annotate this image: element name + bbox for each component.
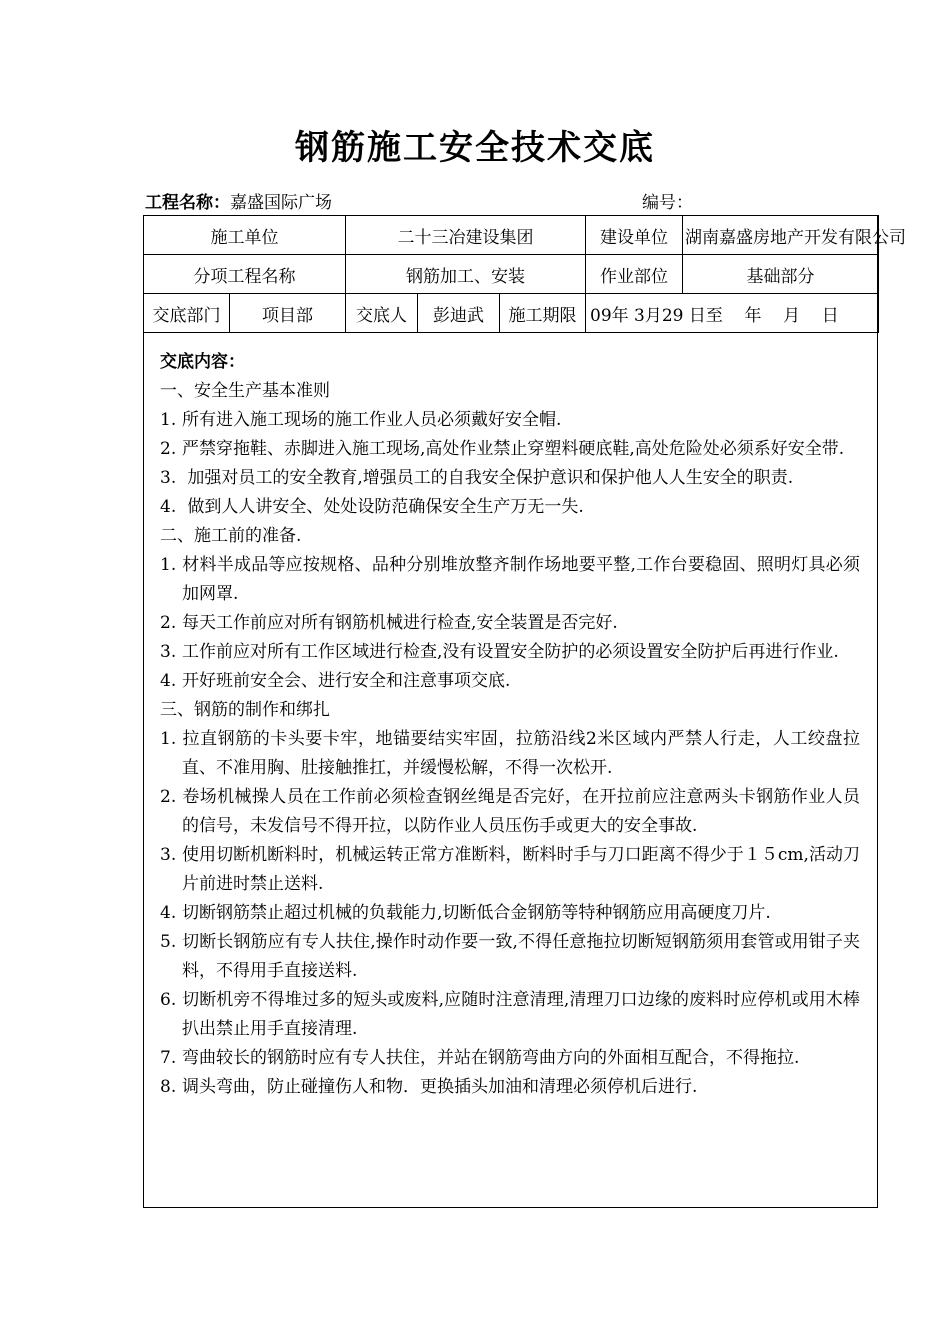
- item-text: 严禁穿拖鞋、赤脚进入施工现场,高处作业禁止穿塑料硬底鞋,高处危险处必须系好安全带.: [182, 439, 845, 459]
- info-row-briefing: [144, 294, 879, 333]
- item-number: 4.: [160, 671, 177, 691]
- list-item: [160, 986, 860, 1044]
- item-number: 4.: [160, 497, 177, 517]
- construction-unit-label: 施工单位: [144, 216, 346, 255]
- section-title: 三、钢筋的制作和绑扎: [160, 700, 330, 720]
- item-text: 切断机旁不得堆过多的短头或废料,应随时注意清理,清理刀口边缘的废料时应停机或用木棒扒出禁止用手直接清理.: [182, 990, 860, 1039]
- item-number: 8.: [160, 1077, 177, 1097]
- item-text: 工作前应对所有工作区域进行检查,没有设置安全防护的必须设置安全防护后再进行作业.: [182, 642, 839, 662]
- content-heading: 交底内容：: [160, 352, 245, 372]
- item-number: 2.: [160, 439, 177, 459]
- project-name-value: 嘉盛国际广场: [230, 193, 332, 213]
- item-number: 1.: [160, 410, 177, 430]
- list-item: [160, 1073, 860, 1102]
- item-text: 每天工作前应对所有钢筋机械进行检查,安全装置是否完好.: [182, 613, 618, 633]
- section-title: 二、施工前的准备.: [160, 526, 302, 546]
- builder-label: 建设单位: [586, 216, 683, 255]
- list-item: [160, 551, 860, 609]
- list-item: [160, 435, 860, 464]
- list-item: [160, 725, 860, 783]
- period-label: 施工期限: [500, 294, 586, 333]
- list-item: [160, 841, 860, 899]
- item-text: 拉直钢筋的卡头要卡牢，地锚要结实牢固，拉筋沿线2米区域内严禁人行走，人工绞盘拉直、不准用胸、肚接触推扛，并缓慢松解，不得一次松开.: [182, 729, 860, 778]
- item-number: 5.: [160, 932, 177, 952]
- work-area-label: 作业部位: [586, 255, 683, 294]
- item-number: 1.: [160, 729, 177, 749]
- list-item: [160, 406, 860, 435]
- item-text: 弯曲较长的钢筋时应有专人扶住，并站在钢筋弯曲方向的外面相互配合，不得拖拉.: [182, 1048, 800, 1068]
- list-item: [160, 928, 860, 986]
- item-text: 做到人人讲安全、处处设防范确保安全生产万无一失.: [182, 497, 584, 517]
- subproject-label: 分项工程名称: [144, 255, 346, 294]
- list-item: [160, 609, 860, 638]
- project-name-label: 工程名称：: [145, 193, 230, 213]
- item-number: 7.: [160, 1048, 177, 1068]
- list-item: [160, 899, 860, 928]
- item-number: 1.: [160, 555, 177, 575]
- project-name-line: [145, 192, 332, 214]
- list-item: [160, 783, 860, 841]
- item-number: 2.: [160, 613, 177, 633]
- list-item: [160, 464, 860, 493]
- person-label: 交底人: [346, 294, 418, 333]
- item-text: 卷场机械操人员在工作前必须检查钢丝绳是否完好，在开拉前应注意两头卡钢筋作业人员的信号，未发信号不得开拉，以防作业人员压伤手或更大的安全事故.: [182, 787, 860, 836]
- item-text: 开好班前安全会、进行安全和注意事项交底.: [182, 671, 511, 691]
- item-text: 使用切断机断料时，机械运转正常方准断料，断料时手与刀口距离不得少于１５cm,活动刀片前进时禁止送料.: [182, 845, 860, 894]
- section-title: 一、安全生产基本准则: [160, 381, 330, 401]
- item-number: 3.: [160, 468, 177, 488]
- item-text: 加强对员工的安全教育,增强员工的自我安全保护意识和保护他人人生安全的职责.: [182, 468, 794, 488]
- item-number: 2.: [160, 787, 177, 807]
- item-text: 切断长钢筋应有专人扶住,操作时动作要一致,不得任意拖拉切断短钢筋须用套管或用钳子夹料，不得用手直接送料.: [182, 932, 860, 981]
- info-table: [143, 215, 906, 333]
- dept-label: 交底部门: [144, 294, 230, 333]
- document-title: 钢筋施工安全技术交底: [295, 128, 655, 168]
- document-number-label: 编号：: [642, 193, 693, 213]
- item-number: 6.: [160, 990, 177, 1010]
- list-item: [160, 493, 860, 522]
- subproject-value: 钢筋加工、安装: [346, 255, 586, 294]
- info-row-units: [144, 216, 879, 255]
- info-row-subproject: [144, 255, 879, 294]
- item-number: 4.: [160, 903, 177, 923]
- person-value: 彭迪武: [418, 294, 500, 333]
- list-item: [160, 667, 860, 696]
- briefing-content: [160, 348, 860, 1102]
- item-number: 3.: [160, 642, 177, 662]
- construction-unit-value: 二十三冶建设集团: [346, 216, 586, 255]
- builder-value: 湖南嘉盛房地产开发有限公司: [683, 216, 879, 255]
- item-text: 所有进入施工现场的施工作业人员必须戴好安全帽.: [182, 410, 562, 430]
- list-item: [160, 1044, 860, 1073]
- work-area-value: 基础部分: [683, 255, 879, 294]
- item-number: 3.: [160, 845, 177, 865]
- dept-value: 项目部: [230, 294, 346, 333]
- period-value: 09年 3月29 日至 年 月 日: [586, 294, 879, 333]
- item-text: 材料半成品等应按规格、品种分别堆放整齐制作场地要平整,工作台要稳固、照明灯具必须加网罩.: [182, 555, 860, 604]
- item-text: 切断钢筋禁止超过机械的负载能力,切断低合金钢筋等特种钢筋应用高硬度刀片.: [182, 903, 771, 923]
- list-item: [160, 638, 860, 667]
- item-text: 调头弯曲，防止碰撞伤人和物．更换插头加油和清理必须停机后进行.: [182, 1077, 698, 1097]
